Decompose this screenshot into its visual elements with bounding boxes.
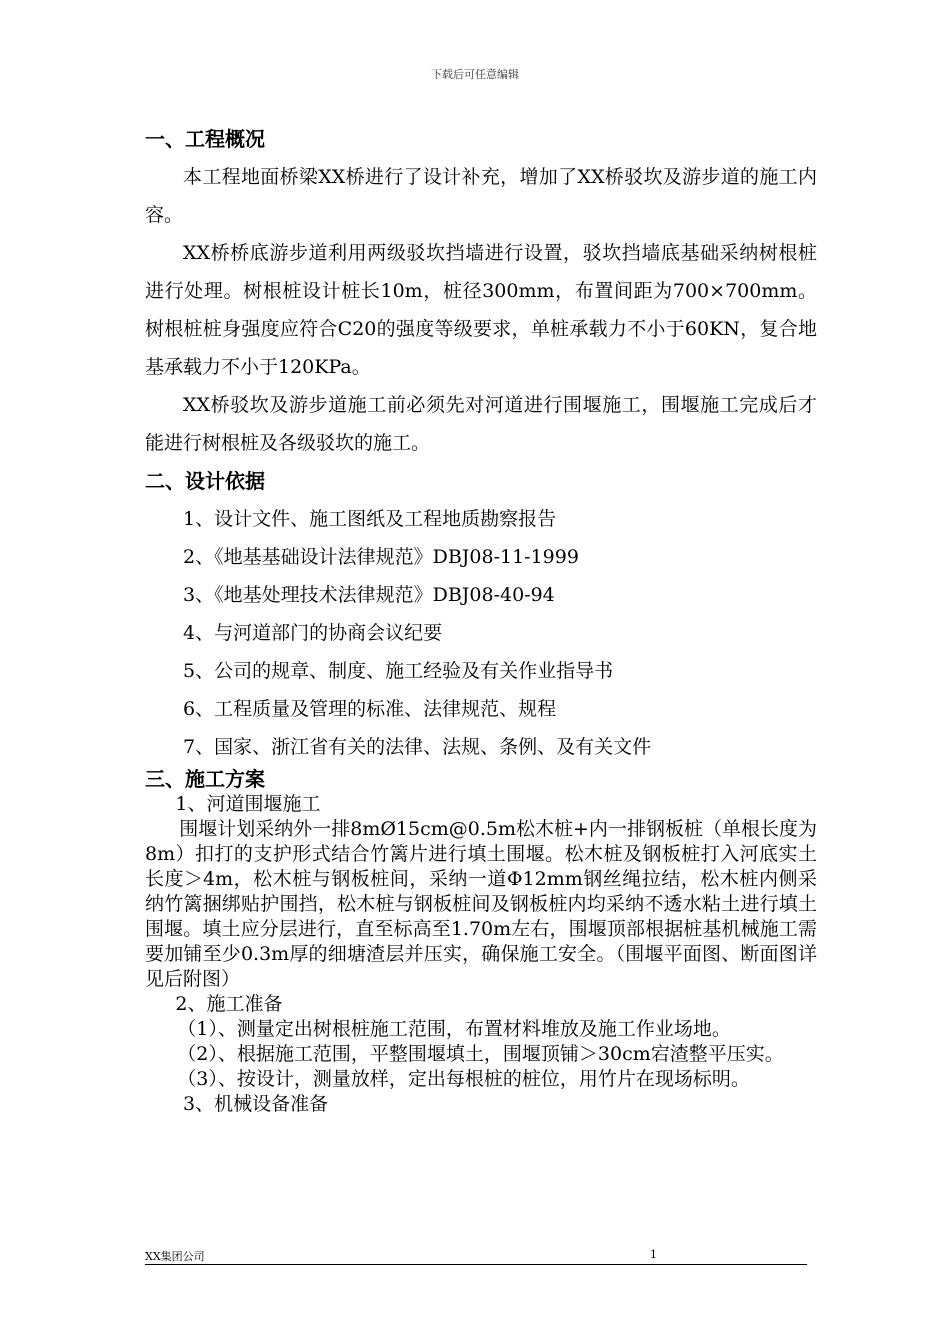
page-header: 下载后可任意编辑 [431, 68, 519, 81]
section-title-basis: 二、设计依据 [145, 469, 265, 493]
step-item: （2）、根据施工范围，平整围堰填土，围堰顶铺＞30cm宕渣整平压实。 [177, 1043, 784, 1065]
list-item: 4、与河道部门的协商会议纪要 [183, 622, 443, 644]
paragraph: 本工程地面桥梁XX桥进行了设计补充，增加了XX桥驳坎及游步道的施工内容。 [145, 166, 817, 226]
basis-list [145, 500, 817, 766]
section-title-overview: 一、工程概况 [145, 127, 265, 151]
step-item: （3）、按设计，测量放样，定出每根桩的桩位，用竹片在现场标明。 [177, 1068, 750, 1090]
paragraph: XX桥驳坎及游步道施工前必须先对河道进行围堰施工，围堰施工完成后才能进行树根桩及各级驳坎的施工。 [145, 394, 817, 454]
list-item: 7、国家、浙江省有关的法律、法规、条例、及有关文件 [183, 736, 652, 758]
list-item: 1、设计文件、施工图纸及工程地质勘察报告 [183, 508, 557, 530]
list-item: 6、工程质量及管理的标准、法律规范、规程 [183, 698, 557, 720]
page-number: 1 [650, 1248, 657, 1261]
document-body [145, 120, 817, 1117]
section-title-plan: 三、施工方案 [145, 767, 265, 791]
subsection-title-cofferdam: 1、河道围堰施工 [175, 793, 321, 815]
paragraph: XX桥桥底游步道利用两级驳坎挡墙进行设置，驳坎挡墙底基础采纳树根桩进行处理。树根桩设计桩长10m，桩径300mm，布置间距为700×700mm。树根桩桩身强度应符合C20的强度等级要求，单桩承载力不小于60KN，复合地基承载力不小于120KPa。 [145, 242, 817, 378]
subsection-title-preparation: 2、施工准备 [175, 993, 283, 1015]
subsection-title-equipment: 3、机械设备准备 [183, 1093, 329, 1115]
page-footer [145, 1248, 807, 1265]
cofferdam-paragraph [145, 817, 817, 992]
list-item: 3、《地基处理技术法律规范》DBJ08-40-94 [183, 584, 555, 606]
paragraph: 围堰计划采纳外一排8mØ15cm@0.5m松木桩+内一排钢板桩（单根长度为8m）扣打的支护形式结合竹篱片进行填土围堰。松木桩及钢板桩打入河底实土长度＞4m，松木桩与钢板桩间，采纳一道Φ12mm钢丝绳拉结，松木桩内侧采纳竹篱捆绑贴护围挡，松木桩与钢板桩间及钢板桩内均采纳不透水粘土进行填土围堰。填土应分层进行，直至标高至1.70m左右，围堰顶部根据桩基机械施工需要加铺至少0.3m厚的细塘渣层并压实，确保施工安全。（围堰平面图、断面图详见后附图） [145, 818, 817, 990]
step-item: （1）、测量定出树根桩施工范围，布置材料堆放及施工作业场地。 [177, 1018, 731, 1040]
preparation-steps [145, 1017, 817, 1092]
footer-company: XX集团公司 [145, 1250, 205, 1263]
list-item: 5、公司的规章、制度、施工经验及有关作业指导书 [183, 660, 614, 682]
overview-paragraphs [145, 158, 817, 462]
list-item: 2、《地基基础设计法律规范》DBJ08-11-1999 [183, 546, 579, 568]
